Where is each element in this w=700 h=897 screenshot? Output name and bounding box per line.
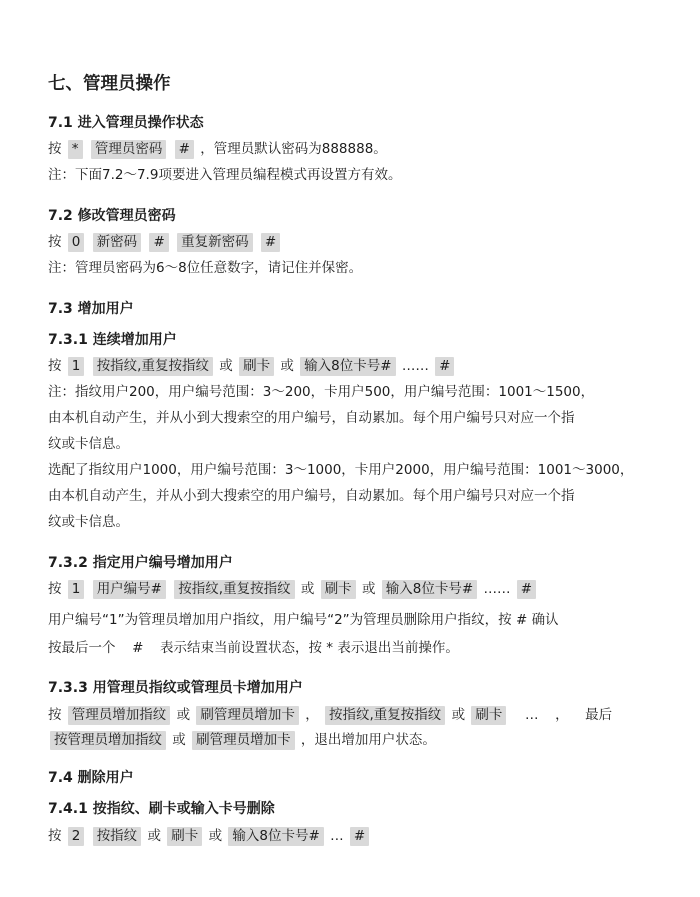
key-hash: #	[517, 580, 536, 599]
text-finally: 最后	[585, 707, 613, 723]
key-star: *	[68, 140, 83, 159]
key-swipe-card: 刷卡	[167, 827, 202, 846]
key-admin-password: 管理员密码	[91, 140, 167, 159]
key-press-fingerprint: 按指纹	[93, 827, 142, 846]
desc-text: 用户编号“1”为管理员增加用户指纹，用户编号“2”为管理员删除用户指纹，按	[48, 612, 512, 628]
line-7-1-instruction	[48, 139, 658, 159]
text-default-password: ，管理员默认密码为888888。	[200, 141, 387, 157]
key-swipe-admin-add-card: 刷管理员增加卡	[192, 731, 295, 750]
key-2: 2	[68, 827, 85, 846]
text-dots: ……	[483, 581, 511, 597]
desc-text: 按最后一个	[48, 640, 116, 656]
key-enter-8-digit-card-number: 输入8位卡号#	[228, 827, 323, 846]
text-dots: …	[330, 828, 344, 844]
key-0: 0	[68, 233, 85, 252]
inline-hash: #	[515, 612, 528, 628]
text-press: 按	[48, 234, 62, 250]
text-dots: ……	[401, 358, 429, 374]
key-repeat-new-password: 重复新密码	[177, 233, 253, 252]
key-hash: #	[435, 357, 454, 376]
heading-7-3: 7.3 增加用户	[48, 301, 134, 317]
text-exit-add-user: ，退出增加用户状态。	[300, 732, 436, 748]
text-or: 或	[361, 581, 376, 597]
note-7-3-1-line-4: 选配了指纹用户1000，用户编号范围：3～1000，卡用户2000，用户编号范围：1001～3000，	[48, 462, 634, 478]
text-or: 或	[280, 358, 294, 374]
heading-7-3-1: 7.3.1 连续增加用户	[48, 332, 177, 348]
text-or: 或	[451, 707, 466, 723]
key-admin-add-fingerprint: 管理员增加指纹	[68, 706, 171, 725]
text-or: 或	[300, 581, 315, 597]
key-enter-8-digit-card-number: 输入8位卡号#	[300, 357, 395, 376]
heading-7-3-3: 7.3.3 用管理员指纹或管理员卡增加用户	[48, 680, 303, 696]
note-7-3-1-line-5: 由本机自动产生，并从小到大搜索空的用户编号，自动累加。每个用户编号只对应一个指	[48, 488, 575, 504]
text-press: 按	[48, 828, 62, 844]
text-or: 或	[176, 707, 191, 723]
text-press: 按	[48, 141, 62, 157]
note-7-3-1-line-3: 纹或卡信息。	[48, 436, 129, 452]
key-1: 1	[68, 580, 85, 599]
heading-7-2: 7.2 修改管理员密码	[48, 208, 176, 224]
note-7-3-1-line-1: 注：指纹用户200，用户编号范围：3～200，卡用户500，用户编号范围：1001～1500，	[48, 384, 595, 400]
text-press: 按	[48, 581, 62, 597]
key-swipe-card: 刷卡	[239, 357, 274, 376]
key-new-password: 新密码	[93, 233, 142, 252]
key-hash: #	[261, 233, 280, 252]
key-press-fingerprint-repeat: 按指纹,重复按指纹	[174, 580, 294, 599]
note-7-2: 注：管理员密码为6～8位任意数字，请记住并保密。	[48, 260, 363, 276]
key-hash: #	[175, 140, 194, 159]
key-swipe-card: 刷卡	[471, 706, 506, 725]
text-comma: ，	[555, 707, 569, 723]
desc-text: 表示退出当前操作。	[337, 640, 459, 656]
heading-7-4-1: 7.4.1 按指纹、刷卡或输入卡号删除	[48, 801, 275, 817]
key-press-admin-add-fingerprint: 按管理员增加指纹	[50, 731, 166, 750]
desc-text: 确认	[531, 612, 559, 628]
desc-7-3-2-line-2	[48, 638, 658, 658]
note-7-3-1-line-2: 由本机自动产生，并从小到大搜索空的用户编号，自动累加。每个用户编号只对应一个指	[48, 410, 575, 426]
key-press-fingerprint-repeat: 按指纹,重复按指纹	[325, 706, 445, 725]
line-7-3-3-instruction-2	[48, 730, 658, 750]
key-hash: #	[350, 827, 369, 846]
text-press: 按	[48, 707, 62, 723]
heading-7-1: 7.1 进入管理员操作状态	[48, 115, 204, 131]
desc-text: 表示结束当前设置状态，按	[160, 640, 322, 656]
text-comma: ，	[305, 707, 319, 723]
text-or: 或	[219, 358, 233, 374]
line-7-3-2-instruction	[48, 579, 658, 599]
note-7-1: 注：下面7.2～7.9项要进入管理员编程模式再设置方有效。	[48, 167, 402, 183]
key-enter-8-digit-card-number: 输入8位卡号#	[382, 580, 477, 599]
key-swipe-card: 刷卡	[321, 580, 356, 599]
text-or: 或	[147, 828, 161, 844]
desc-7-3-2-line-1	[48, 610, 658, 630]
key-hash: #	[149, 233, 168, 252]
key-swipe-admin-add-card: 刷管理员增加卡	[196, 706, 299, 725]
text-dots: …	[524, 707, 539, 723]
text-or: 或	[208, 828, 223, 844]
note-7-3-1-line-6: 纹或卡信息。	[48, 514, 129, 530]
inline-hash: #	[132, 640, 144, 656]
line-7-3-1-instruction	[48, 356, 658, 376]
line-7-4-1-instruction	[48, 826, 658, 846]
line-7-3-3-instruction-1	[48, 705, 658, 725]
key-press-fingerprint-repeat: 按指纹,重复按指纹	[93, 357, 213, 376]
inline-star: *	[326, 640, 334, 656]
section-title: 七、管理员操作	[48, 74, 171, 94]
heading-7-4: 7.4 删除用户	[48, 770, 134, 786]
key-user-number-hash: 用户编号#	[93, 580, 166, 599]
key-1: 1	[68, 357, 85, 376]
heading-7-3-2: 7.3.2 指定用户编号增加用户	[48, 555, 233, 571]
line-7-2-instruction	[48, 232, 658, 252]
text-or: 或	[172, 732, 186, 748]
text-press: 按	[48, 358, 62, 374]
